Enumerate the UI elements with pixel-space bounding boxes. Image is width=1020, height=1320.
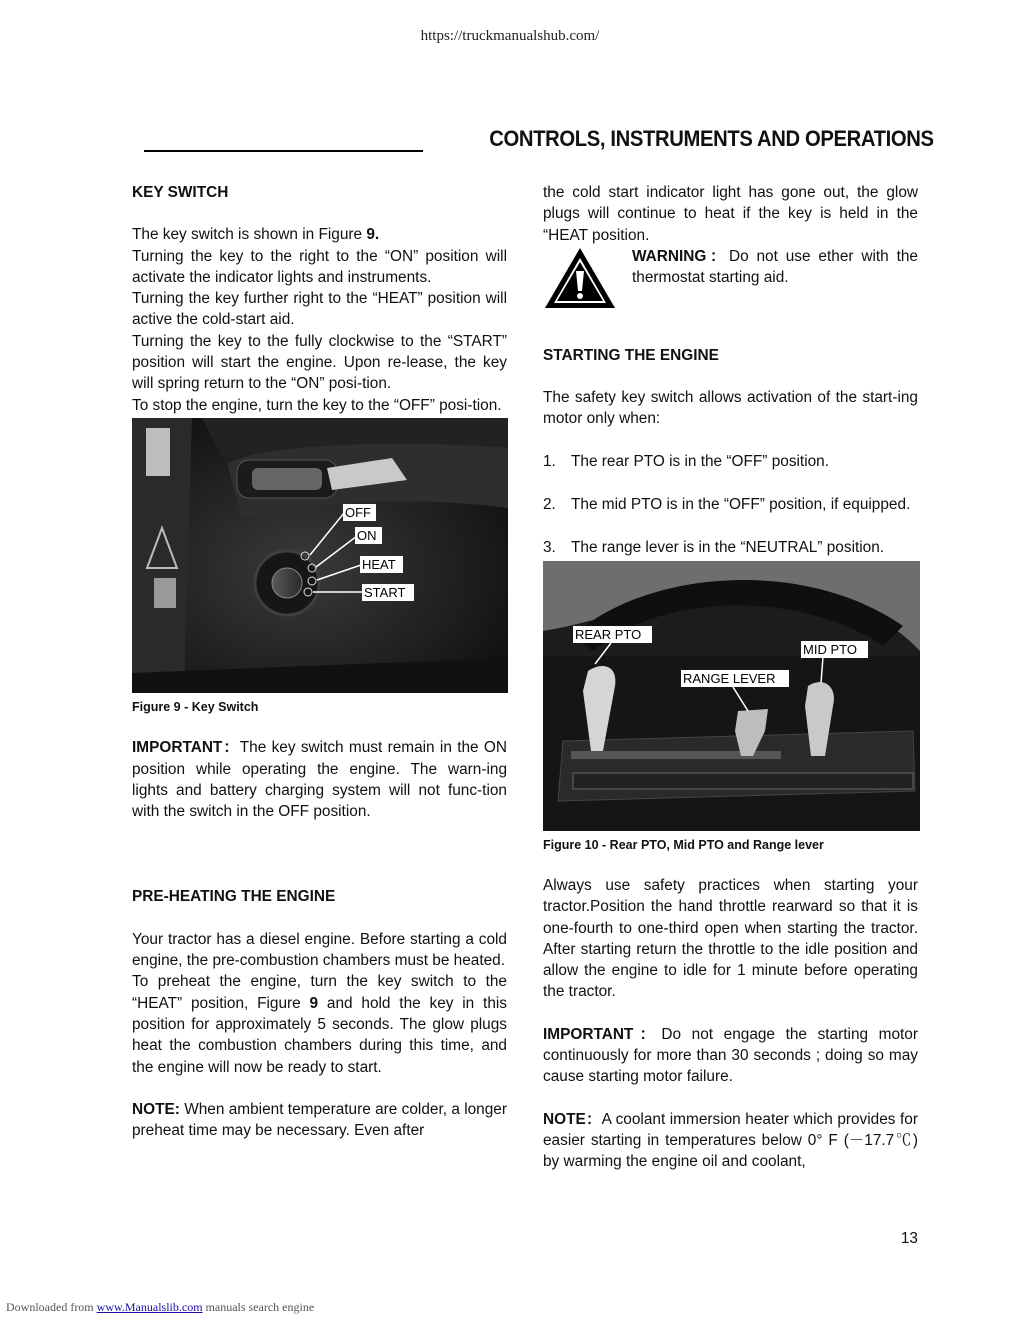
note2-label: NOTE： <box>543 1110 602 1128</box>
ks-paragraph-3: Turning the key further right to the “HEAT” position will active the cold-start aid. <box>132 290 507 329</box>
ph-p2-text-a: To preheat the engine, turn the key switch to the “HEAT” position, Figure <box>132 973 507 1012</box>
list-item-text: The mid PTO is in the “OFF” position, if equipped. <box>571 496 911 514</box>
ks-paragraph-1 <box>132 224 507 245</box>
list-item-number: 1. <box>543 452 556 470</box>
warning-paragraph <box>632 246 918 289</box>
note2-text: A coolant immersion heater which provides for easier starting in temperatures below 0° F (－17.7℃) by warming the engine oil and coolant, <box>543 1110 918 1171</box>
section-title: CONTROLS, INSTRUMENTS AND OPERATIONS <box>489 126 934 151</box>
note-paragraph <box>132 1099 507 1142</box>
note-text: When ambient temperature are colder, a longer preheat time may be necessary. Even after <box>132 1100 507 1140</box>
list-item-text: The rear PTO is in the “OFF” position. <box>571 452 830 470</box>
fig10-label-rear-pto: REAR PTO <box>575 626 642 642</box>
important-text: The key switch must remain in the ON position while operating the engine. The warn-ing lights and battery charging system will not func-tion with the switch in the OFF position. <box>132 739 507 821</box>
footer <box>6 1300 314 1315</box>
list-item-number: 2. <box>543 496 556 514</box>
fig9-label-heat: HEAT <box>362 556 396 572</box>
fig10-label-range-lever: RANGE LEVER <box>683 670 776 686</box>
fig9-label-on: ON <box>357 527 377 543</box>
key-switch-photo <box>132 418 508 693</box>
page-number: 13 <box>900 1230 918 1247</box>
important2-paragraph <box>543 1024 918 1088</box>
important2-text: Do not engage the starting motor continuously for more than 30 seconds ; doing so may cause starting motor failure. <box>543 1025 918 1086</box>
footer-suffix: manuals search engine <box>202 1300 315 1314</box>
list-item <box>543 451 918 472</box>
warning-text: Do not use ether with the thermostat starting aid. <box>632 247 918 287</box>
note-label: NOTE: <box>132 1100 180 1118</box>
key-switch-heading: KEY SWITCH <box>132 184 229 201</box>
left-column <box>132 182 507 1141</box>
warning-label: WARNING： <box>632 247 729 265</box>
note2-paragraph <box>543 1109 918 1173</box>
starting-conditions-list <box>543 451 918 559</box>
figure9-caption: Figure 9 - Key Switch <box>132 699 259 714</box>
pto-levers-photo <box>543 561 920 831</box>
manualslib-link[interactable]: www.Manualslib.com <box>96 1300 203 1314</box>
figure10-caption: Figure 10 - Rear PTO, Mid PTO and Range lever <box>543 837 824 852</box>
warning-triangle-icon <box>543 246 617 310</box>
footer-prefix: Downloaded from <box>6 1300 97 1314</box>
safety-paragraph: Always use safety practices when starting your tractor.Position the hand throttle rearward so that it is one-fourth to one-third open when starting the tractor. After starting return the throttle to the idle position and allow the engine to idle for 1 minute before operating the tractor. <box>543 876 918 1001</box>
ks-paragraph-4: Turning the key to the fully clockwise to the “START” position will start the engine. Upon re-lease, the key will spring return to the “ON” posi-tion. <box>132 332 507 393</box>
ph-paragraph-2 <box>132 971 507 1077</box>
fig9-label-off: OFF <box>345 504 371 520</box>
list-item-number: 3. <box>543 539 556 557</box>
ph-p2-figref: 9 <box>309 994 319 1012</box>
ks-paragraph-5: To stop the engine, turn the key to the “OFF” posi-tion. <box>132 396 502 414</box>
important-label: IMPORTANT： <box>132 739 240 757</box>
ks-paragraph-2: Turning the key to the right to the “ON” position will activate the indicator lights and instruments. <box>132 247 507 286</box>
ks-p1-figref: 9. <box>366 226 380 244</box>
source-url: https://truckmanualshub.com/ <box>420 28 600 44</box>
starting-intro: The safety key switch allows activation of the start-ing motor only when: <box>543 389 918 428</box>
important2-label: IMPORTANT： <box>543 1025 662 1043</box>
right-column <box>543 182 918 1173</box>
list-item <box>543 537 918 558</box>
ph-p2-text-c: and hold the key in this position for approximately 5 seconds. The glow plugs heat the combustion chambers during this time, and the engine will now be ready to start. <box>132 994 507 1076</box>
list-item-text: The range lever is in the “NEUTRAL” position. <box>571 539 885 557</box>
ks-p1-text: The key switch is shown in Figure <box>132 226 367 244</box>
fig10-label-mid-pto: MID PTO <box>803 641 857 657</box>
header-rule <box>144 150 423 152</box>
preheat-continued: the cold start indicator light has gone out, the glow plugs will continue to heat if the key is held in the “HEAT position. <box>543 184 918 244</box>
warning-block <box>543 246 918 310</box>
fig9-label-start: START <box>364 584 406 600</box>
preheat-heading: PRE-HEATING THE ENGINE <box>132 888 336 906</box>
list-item <box>543 494 918 515</box>
important-paragraph <box>132 737 507 822</box>
ph-paragraph-1: Your tractor has a diesel engine. Before starting a cold engine, the pre-combustion chambers must be heated. <box>132 930 507 970</box>
starting-heading: STARTING THE ENGINE <box>543 346 719 364</box>
